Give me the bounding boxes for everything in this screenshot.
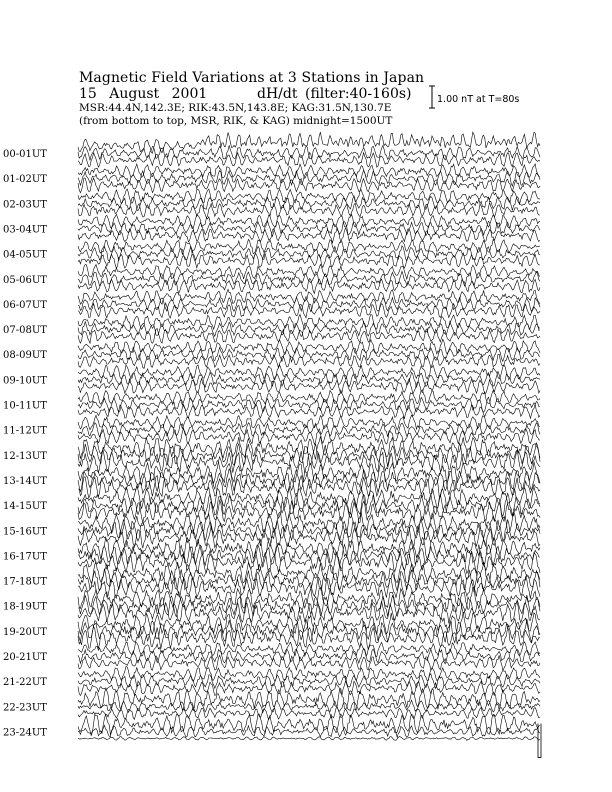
row-label-03-04ut: 03-04UT	[3, 224, 47, 236]
traces	[78, 132, 541, 757]
date-label: 15 August 2001	[79, 86, 208, 102]
row-label-21-22ut: 21-22UT	[3, 677, 47, 689]
trace-kag-06-07ut	[78, 289, 540, 304]
chart-title: Magnetic Field Variations at 3 Stations in Japan	[79, 70, 425, 86]
trace-msr-17-18ut	[78, 577, 540, 599]
row-label-08-09ut: 08-09UT	[3, 350, 47, 362]
row-label-13-14ut: 13-14UT	[3, 475, 47, 487]
trace-msr-18-19ut	[78, 601, 540, 623]
trace-rik-09-10ut	[78, 371, 540, 387]
row-label-20-21ut: 20-21UT	[3, 652, 47, 663]
row-label-04-05ut: 04-05UT	[3, 249, 47, 261]
row-label-14-15ut: 14-15UT	[3, 501, 47, 513]
trace-msr-21-22ut	[78, 681, 540, 696]
row-label-10-11ut: 10-11UT	[3, 400, 47, 412]
order-note: (from bottom to top, MSR, RIK, & KAG) midnight=1500UT	[79, 115, 393, 127]
row-label-11-12ut: 11-12UT	[3, 425, 47, 437]
row-label-19-20ut: 19-20UT	[3, 626, 47, 638]
trace-kag-07-08ut	[78, 314, 540, 329]
trace-kag-20-21ut	[78, 642, 540, 657]
trace-rik-23-24ut	[78, 725, 540, 737]
trace-rik-17-18ut	[78, 569, 540, 593]
trace-rik-19-20ut	[78, 619, 540, 643]
trace-msr-22-23ut	[78, 707, 540, 720]
trace-rik-08-09ut	[78, 347, 540, 362]
trace-kag-11-12ut	[78, 415, 540, 430]
trace-kag-14-15ut	[78, 486, 540, 509]
row-label-23-24ut: 23-24UT	[3, 727, 47, 739]
filter-label: (filter:40-160s)	[305, 86, 412, 102]
row-label-06-07ut: 06-07UT	[3, 299, 47, 311]
trace-kag-21-22ut	[78, 667, 540, 682]
row-label-00-01ut: 00-01UT	[3, 149, 47, 160]
trace-rik-18-19ut	[78, 595, 540, 617]
row-label-02-03ut: 02-03UT	[3, 199, 47, 211]
trace-rik-01-02ut	[78, 170, 540, 186]
row-label-15-16ut: 15-16UT	[3, 526, 47, 538]
row-label-12-13ut: 12-13UT	[3, 450, 47, 462]
trace-kag-22-23ut	[78, 689, 540, 711]
trace-msr-01-02ut	[78, 178, 540, 193]
row-label-07-08ut: 07-08UT	[3, 325, 47, 337]
trace-rik-07-08ut	[78, 321, 540, 336]
trace-kag-09-10ut	[78, 365, 540, 380]
row-label-16-17ut: 16-17UT	[3, 551, 47, 563]
trace-msr-23-24ut	[78, 737, 540, 741]
row-labels	[3, 149, 47, 738]
stations-label: MSR:44.4N,142.3E; RIK:43.5N,143.8E; KAG:31.5N,130.7E	[79, 102, 392, 114]
trace-rik-16-17ut	[78, 545, 540, 568]
trace-msr-08-09ut	[78, 354, 540, 368]
row-label-18-19ut: 18-19UT	[3, 601, 47, 613]
scale-label: 1.00 nT at T=80s	[437, 94, 520, 105]
trace-kag-23-24ut	[78, 714, 540, 736]
trace-kag-10-11ut	[78, 390, 540, 406]
derivative-label: dH/dt	[257, 86, 298, 102]
trace-kag-19-20ut	[78, 612, 540, 635]
end-spike-mark	[538, 723, 541, 757]
row-label-05-06ut: 05-06UT	[3, 274, 47, 286]
trace-kag-02-03ut	[78, 189, 540, 204]
trace-kag-01-02ut	[78, 164, 540, 178]
trace-msr-07-08ut	[78, 329, 540, 344]
trace-kag-12-13ut	[78, 436, 540, 459]
trace-kag-03-04ut	[78, 214, 540, 228]
trace-kag-05-06ut	[78, 264, 540, 279]
row-label-01-02ut: 01-02UT	[3, 174, 47, 186]
trace-msr-02-03ut	[78, 203, 540, 218]
row-label-09-10ut: 09-10UT	[3, 375, 47, 387]
row-label-17-18ut: 17-18UT	[3, 576, 47, 588]
trace-kag-04-05ut	[78, 239, 540, 254]
row-label-22-23ut: 22-23UT	[3, 702, 47, 714]
